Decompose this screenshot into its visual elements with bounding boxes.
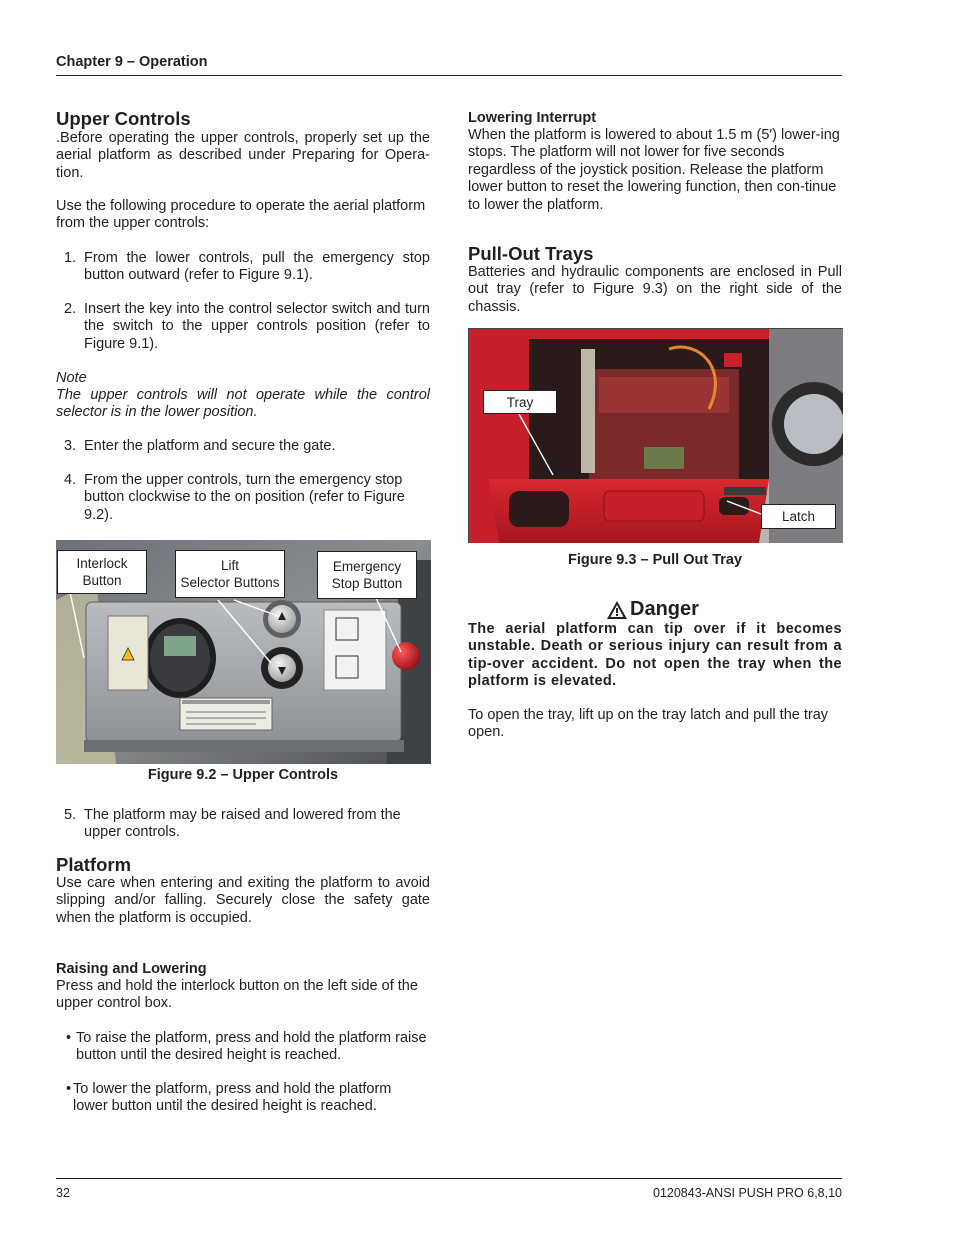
raising-lowering-text: Press and hold the interlock button on the left side of the upper control box. [56, 978, 418, 1012]
danger-text: The aerial platform can tip over if it becomes unstable. Death or serious injury can result from a tip-over accident. Do not open the tray when the platform is elevated. [468, 621, 842, 690]
platform-text: Use care when entering and exiting the platform to avoid slipping and/or falling. Securely close the safety gate when the platform is occupied. [56, 875, 430, 926]
upper-controls-intro: .Before operating the upper controls, properly set up the aerial platform as described under Preparing for Opera-tion. [56, 130, 430, 181]
bullet-dot: • [66, 1081, 72, 1097]
step-4: 4. From the upper controls, turn the emergency stop button clockwise to the on position (refer to Figure 9.2). [64, 472, 405, 523]
callout-tray: Tray [483, 390, 557, 414]
document-id: 0120843-ANSI PUSH PRO 6,8,10 [653, 1186, 842, 1200]
bullet-raise: • To raise the platform, press and hold the platform raise button until the desired height is reached. [66, 1030, 427, 1064]
page-number: 32 [56, 1186, 70, 1200]
note-label: Note [56, 370, 87, 386]
callout-emergency-stop-button: Emergency Stop Button [317, 551, 417, 599]
figure-9-2-caption: Figure 9.2 – Upper Controls [147, 767, 339, 783]
note-text: The upper controls will not operate while the control selector is in the lower position. [56, 387, 430, 421]
bullet-dot: • [66, 1030, 72, 1046]
danger-heading: Danger [606, 598, 699, 621]
pull-out-trays-heading: Pull-Out Trays [468, 243, 594, 264]
chapter-header: Chapter 9 – Operation [56, 54, 208, 70]
step-3: 3. Enter the platform and secure the gate. [64, 438, 336, 454]
lowering-interrupt-heading: Lowering Interrupt [468, 110, 597, 126]
header-rule [56, 75, 842, 76]
lowering-interrupt-text: When the platform is lowered to about 1.5 m (5′) lower-ing stops. The platform will not lower for five seconds regardless of the joystick position. Release the platform lower button to reset the lowering function, then con-tinue to lower the platform. [468, 127, 840, 213]
figure-9-3-photo [468, 328, 843, 543]
callout-interlock-button: Interlock Button [57, 550, 147, 594]
callout-latch: Latch [761, 504, 836, 529]
bullet-lower: • To lower the platform, press and hold the platform lower button until the desired height is reached. [66, 1081, 392, 1115]
step-1: 1. From the lower controls, pull the emergency stop button outward (refer to Figure 9.1). [64, 250, 430, 284]
upper-controls-heading: Upper Controls [56, 108, 191, 129]
figure-9-2-photo [56, 540, 431, 764]
footer-rule [56, 1178, 842, 1179]
warning-triangle-icon [606, 600, 628, 620]
open-tray-text: To open the tray, lift up on the tray latch and pull the tray open. [468, 707, 829, 741]
callout-lift-selector-buttons: Lift Selector Buttons [175, 550, 285, 598]
raising-lowering-heading: Raising and Lowering [56, 961, 207, 977]
figure-9-3-caption: Figure 9.3 – Pull Out Tray [567, 552, 743, 568]
step-2: 2. Insert the key into the control selector switch and turn the switch to the upper controls position (refer to Figure 9.1). [64, 301, 430, 352]
platform-heading: Platform [56, 854, 132, 875]
upper-controls-lead: Use the following procedure to operate the aerial platform from the upper controls: [56, 198, 426, 232]
pull-out-trays-text: Batteries and hydraulic components are enclosed in Pull out tray (refer to Figure 9.3) on the right side of the chassis. [468, 264, 842, 315]
step-5: 5. The platform may be raised and lowered from the upper controls. [64, 807, 401, 841]
